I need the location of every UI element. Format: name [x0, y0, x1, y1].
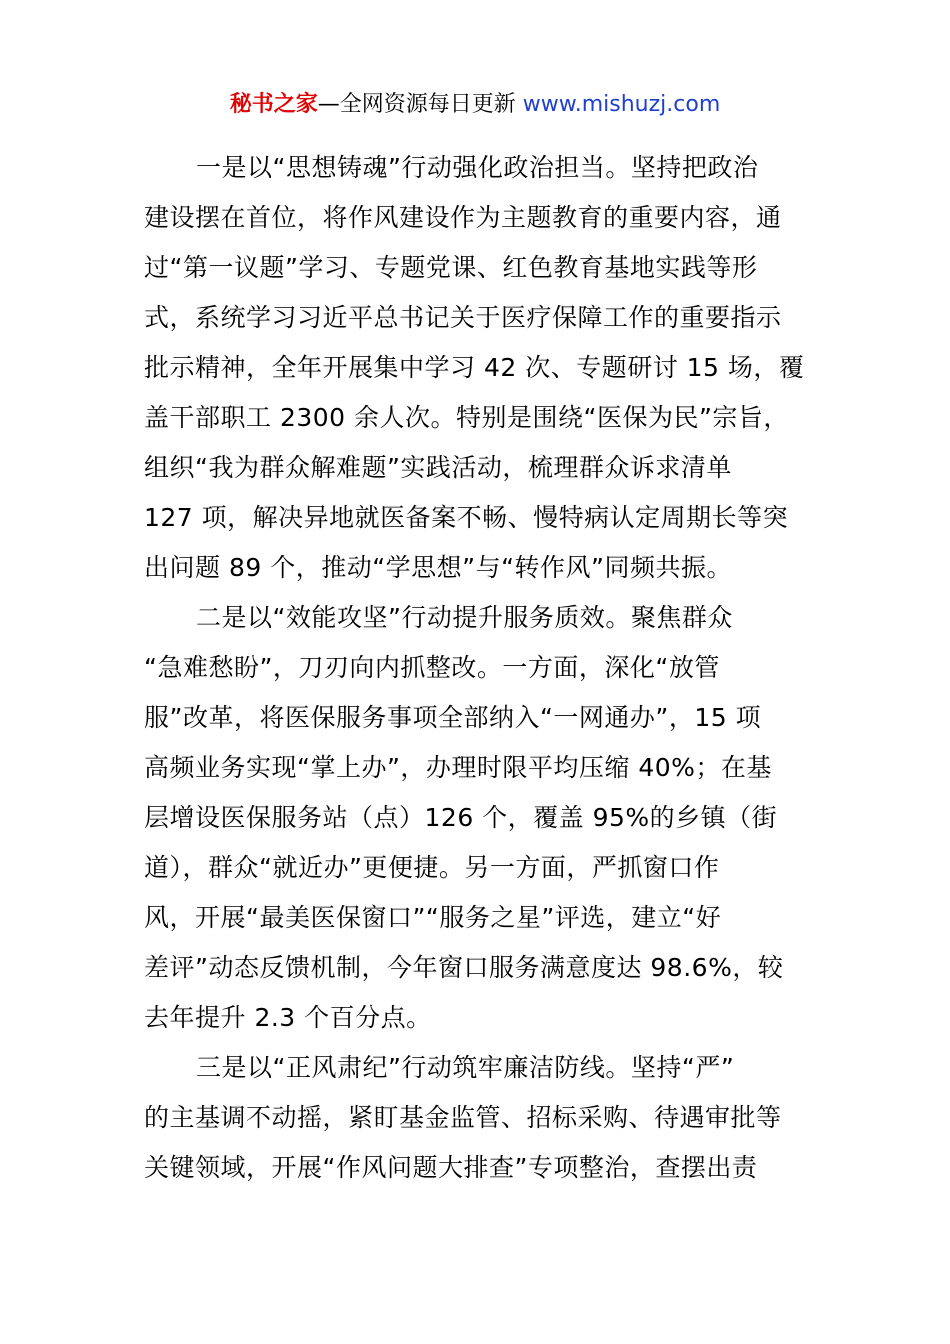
text-line: 差评”动态反馈机制，今年窗口服务满意度达 98.6%，较 — [144, 953, 784, 982]
text-line: 去年提升 2.3 个百分点。 — [144, 1003, 432, 1032]
text-line: 高频业务实现“掌上办”，办理时限平均压缩 40%；在基 — [144, 753, 772, 782]
text-line: 盖干部职工 2300 余人次。特别是围绕“医保为民”宗旨， — [144, 403, 789, 432]
text-line: 式，系统学习习近平总书记关于医疗保障工作的重要指示 — [144, 303, 782, 332]
paragraph-2 — [144, 593, 808, 1043]
text-line: 一是以“思想铸魂”行动强化政治担当。坚持把政治 — [196, 153, 759, 182]
header-tagline: —全网资源每日更新 — [317, 92, 523, 117]
text-line: “急难愁盼”，刀刃向内抓整改。一方面，深化“放管 — [144, 653, 720, 682]
site-url-link[interactable]: www.mishuzj.com — [522, 92, 721, 117]
paragraph-1 — [144, 143, 808, 593]
text-line: 出问题 89 个，推动“学思想”与“转作风”同频共振。 — [144, 553, 733, 582]
text-line: 层增设医保服务站（点）126 个，覆盖 95%的乡镇（街 — [144, 803, 778, 832]
text-line: 关键领域，开展“作风问题大排查”专项整治，查摆出责 — [144, 1153, 758, 1182]
paragraph-3 — [144, 1043, 808, 1193]
text-line: 风，开展“最美医保窗口”“服务之星”评选，建立“好 — [144, 903, 722, 932]
text-line: 的主基调不动摇，紧盯基金监管、招标采购、待遇审批等 — [144, 1103, 782, 1132]
text-line: 组织“我为群众解难题”实践活动，梳理群众诉求清单 — [144, 453, 732, 482]
site-header — [0, 90, 950, 120]
document-body — [144, 143, 808, 1193]
text-line: 批示精神，全年开展集中学习 42 次、专题研讨 15 场，覆 — [144, 353, 805, 382]
text-line: 道），群众“就近办”更便捷。另一方面，严抓窗口作 — [144, 853, 720, 882]
text-line: 建设摆在首位，将作风建设作为主题教育的重要内容，通 — [144, 203, 782, 232]
brand-name: 秘书之家 — [229, 92, 318, 117]
text-line: 三是以“正风肃纪”行动筑牢廉洁防线。坚持“严” — [196, 1053, 735, 1082]
text-line: 过“第一议题”学习、专题党课、红色教育基地实践等形 — [144, 253, 758, 282]
text-line: 127 项，解决异地就医备案不畅、慢特病认定周期长等突 — [144, 503, 789, 532]
text-line: 二是以“效能攻坚”行动提升服务质效。聚焦群众 — [196, 603, 733, 632]
text-line: 服”改革，将医保服务事项全部纳入“一网通办”，15 项 — [144, 703, 762, 732]
